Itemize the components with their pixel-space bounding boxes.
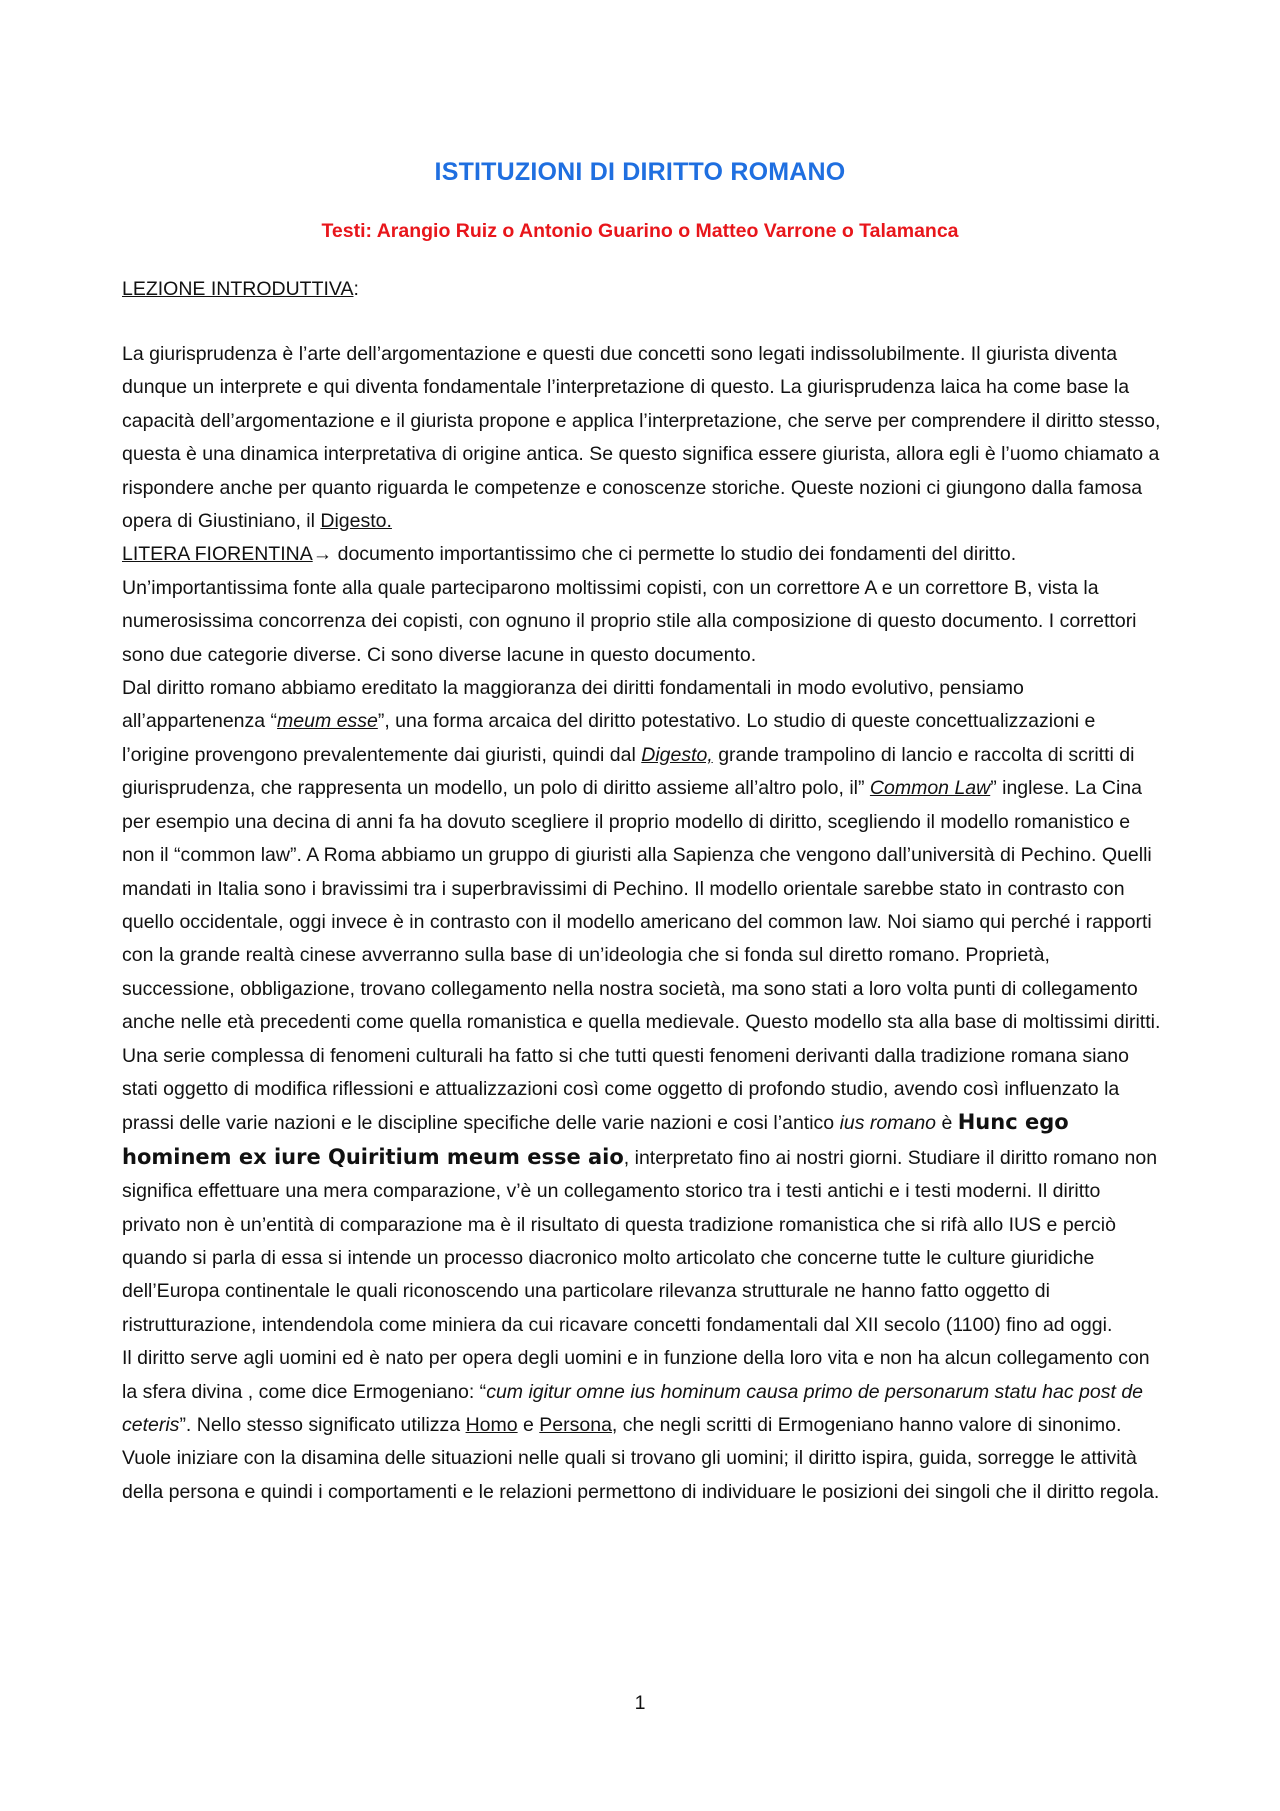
page-number: 1 — [634, 1692, 646, 1714]
ius-romano: ius romano — [839, 1112, 937, 1135]
document-subtitle: Testi: Arangio Ruiz o Antonio Guarino o Matteo Varrone o Talamanca — [321, 220, 959, 242]
paragraph-3 — [122, 672, 1162, 1342]
paragraph-3-text-a: Dal diritto romano abbiamo ereditato la maggioranza dei diritti fondamentali in modo evolutivo, pensiamo all’appartenenza “ — [122, 677, 1024, 733]
arrow-icon: → — [312, 543, 333, 566]
meum-esse: meum esse — [277, 710, 378, 733]
homo-term: Homo — [465, 1414, 518, 1436]
common-law: Common Law — [869, 777, 991, 800]
paragraph-3-text-e: è — [936, 1112, 958, 1135]
paragraph-3-text-d: ” inglese. La Cina per esempio una decina di anni fa ha dovuto scegliere il proprio modello di diritto, scegliendo il modello romanistico e non il “common law”. A Roma abbiamo un gruppo di giuristi alla Sapienza che vengono dall’università di Pechino. Quelli mandati in Italia sono i bravissimi tra i superbravissimi di Pechino. Il modello orientale sarebbe stato in contrasto con quello occidentale, oggi invece è in contrasto con il modello americano del common law. Noi siamo qui perché i rapporti con la grande realtà cinese avverranno sulla base di un’ideologia che si fonda sul diretto romano. Proprietà, successione, obbligazione, trovano collegamento nella nostra società, ma sono stati a loro volta punti di collegamento anche nelle età precedenti come quella romanistica e quella medievale. Questo modello sta alla base di moltissimi diritti. Una serie complessa di fenomeni culturali ha fatto si che tutti questi fenomeni derivanti dalla tradizione romana siano stati oggetto di modifica riflessioni e attualizzazioni così come oggetto di profondo studio, avendo così influenzato la prassi delle varie nazioni e le discipline specifiche delle varie nazioni e cosi l’antico — [122, 777, 1161, 1135]
digesto-link: Digesto. — [320, 510, 392, 533]
digesto-italic: Digesto, — [641, 743, 713, 766]
paragraph-3-text-b: ”, una forma arcaica del diritto potestativo. Lo studio di queste concettualizzazioni e l’origine provengono prevalentemente dai giuristi, quindi dal — [122, 710, 1096, 766]
section-heading-colon: : — [353, 278, 359, 300]
litera-fiorentina: LITERA FIORENTINA — [122, 543, 313, 566]
paragraph-1-text: La giurisprudenza è l’arte dell’argomentazione e questi due concetti sono legati indissolubilmente. Il giurista diventa dunque un interprete e qui diventa fondamentale l’interpretazione di questo. La giurisprudenza laica ha come base la capacità dell’argomentazione e il giurista propone e applica l’interpretazione, che serve per comprendere il diritto stesso, questa è una dinamica interpretativa di origine antica. Se questo significa essere giurista, allora egli è l’uomo chiamato a rispondere anche per quanto riguarda le competenze e conoscenze storiche. Queste nozioni ci giungono dalla famosa opera di Giustiniano, il — [122, 343, 1161, 533]
document-title: ISTITUZIONI DI DIRITTO ROMANO — [434, 158, 846, 186]
paragraph-4-text-e: e — [517, 1414, 540, 1436]
paragraph-3-text-f: , interpretato fino ai nostri giorni. Studiare il diritto romano non significa effettuare una mera comparazione, v’è un collegamento storico tra i testi antichi e i testi moderni. Il diritto privato non è un’entità di comparazione ma è il risultato di questa tradizione romanistica che si rifà allo IUS e perciò quando si parla di essa si intende un processo diacronico molto articolato che concerne tutte le culture giuridiche dell’Europa continentale le quali riconoscendo una particolare rilevanza strutturale ne hanno fatto oggetto di ristrutturazione, intendendola come miniera da cui ricavare concetti fondamentali dal XII secolo (1100) fino ad oggi. — [122, 1146, 1158, 1336]
section-heading-text: LEZIONE INTRODUTTIVA — [122, 278, 354, 300]
paragraph-4-text-a: Il diritto serve agli uomini ed è nato per opera degli uomini e in funzione della loro vita e non ha alcun collegamento con la sfera divina , come dice Ermogeniano: “ — [122, 1347, 1150, 1403]
paragraph-2 — [122, 538, 1162, 672]
paragraph-4-text-c: , che negli scritti di Ermogeniano hanno valore di sinonimo. Vuole iniziare con la disamina delle situazioni nelle quali si trovano gli uomini; il diritto ispira, guida, sorregge le attività della persona e quindi i comportamenti e le relazioni permettono di individuare le posizioni dei singoli che il diritto regola. — [122, 1414, 1160, 1503]
paragraph-4-text-b: ”. Nello stesso significato utilizza — [179, 1414, 466, 1436]
persona-term: Persona — [539, 1414, 612, 1436]
paragraph-3-text-c: grande trampolino di lancio e raccolta di scritti di giurisprudenza, che rappresenta un modello, un polo di diritto assieme all’altro polo, il” — [122, 743, 1135, 800]
paragraph-2-text: documento importantissimo che ci permette lo studio dei fondamenti del diritto. Un’importantissima fonte alla quale parteciparono moltissimi copisti, con un correttore A e un correttore B, vista la numerosissima concorrenza dei copisti, con ognuno il proprio stile alla composizione di questo documento. I correttori sono due categorie diverse. Ci sono diverse lacune in questo documento. — [122, 543, 1137, 666]
paragraph-1 — [122, 338, 1162, 538]
latin-formula: Hunc ego hominem ex iure Quiritium meum esse aio — [122, 1110, 1069, 1169]
ermogeniano-quote: cum igitur omne ius hominum causa primo de personarum statu hac post de ceteris — [122, 1380, 1144, 1436]
paragraph-4 — [122, 1342, 1162, 1509]
section-heading — [122, 278, 359, 301]
body-text — [122, 338, 1162, 1509]
